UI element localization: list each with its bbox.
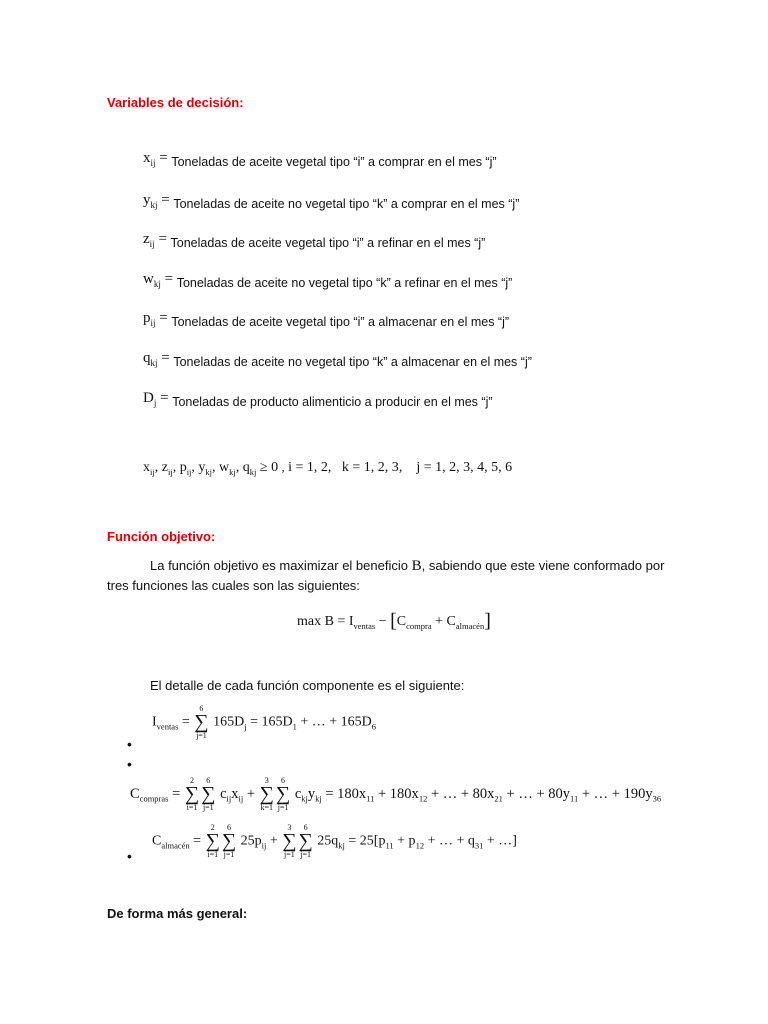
variable-description: Toneladas de aceite vegetal tipo “i” a almacenar en el mes “j” [171, 315, 510, 329]
variable-description: Toneladas de aceite no vegetal tipo “k” a comprar en el mes “j” [173, 197, 520, 211]
non-negativity-constraint: $x_{ij}$, $z_{ij}$, $p_{ij}$, $y_{kj}$, $w_{kj}$, $q_{kj} \ge 0$ , i = 1, 2, k = 1, 2, 3, j = 1, 2, 3, 4, 5, 6 [143, 460, 513, 477]
section-heading-general: De forma más general: [107, 906, 248, 921]
variable-description: Toneladas de aceite no vegetal tipo “k” a almacenar en el mes “j” [173, 355, 532, 369]
variable-description: Toneladas de aceite vegetal tipo “i” a refinar en el mes “j” [170, 236, 486, 250]
sum-i: 2 ∑ i=1 [205, 823, 220, 859]
variable-row-x: $x_{ij}$ = Toneladas de aceite vegetal tipo “i” a comprar en el mes “j” [143, 150, 497, 169]
bullet: • [127, 756, 132, 772]
compras-formula: $C_{compras}$ = 2 ∑ i=1 6 ∑ j=1 $c_{ij}x_{ij}$ + 3 ∑ k=1 6 ∑ j=1 $c_{kj}y_{kj} = 180x_{11} + 180x_{12}$ + … + $80x_{21}$ + … + $80y_{11}$ + … + $190y_{36}$ [130, 776, 662, 812]
range-k: k = 1, 2, 3 [341, 460, 399, 475]
bullet: • [127, 736, 132, 752]
variable-row-p: $p_{ij}$ = Toneladas de aceite vegetal tipo “i” a almacenar en el mes “j” [143, 310, 510, 329]
variable-description: Toneladas de aceite vegetal tipo “i” a comprar en el mes “j” [171, 155, 497, 169]
variable-row-D: $D_j$ = Toneladas de producto alimenticio a producir en el mes “j” [143, 390, 493, 409]
sum-j: 6 ∑ j=1 [201, 776, 216, 812]
variable-row-z: $z_{ij}$ = Toneladas de aceite vegetal tipo “i” a refinar en el mes “j” [143, 231, 486, 250]
section-heading-decision-vars: Variables de decisión: [107, 95, 244, 110]
section-heading-objective: Función objetivo: [107, 529, 216, 544]
ventas-formula: $I_{ventas}$ = 6 ∑ j=1 $165D_j = 165D_1$ + … + $165D_6$ [152, 704, 376, 740]
sum-j: 6 ∑ j=1 [275, 776, 291, 812]
detail-sentence: El detalle de cada función componente es el siguiente: [150, 678, 465, 693]
objective-paragraph-line2: tres funciones las cuales son las siguientes: [107, 578, 360, 593]
range-j: j = 1, 2, 3, 4, 5, 6 [416, 460, 513, 475]
bullet: • [127, 848, 132, 864]
sum-j: 6 ∑ j=1 [221, 823, 237, 859]
max-b-formula: $\max B = I_{ventas} - [C_{compra} + C_{almacén}]$ [297, 610, 491, 632]
variable-description: Toneladas de producto alimenticio a producir en el mes “j” [172, 395, 493, 409]
sum-i: 2 ∑ i=1 [184, 776, 200, 812]
variable-row-q: $q_{kj}$ = Toneladas de aceite no vegetal tipo “k” a almacenar en el mes “j” [143, 350, 532, 369]
sum-j: 6 ∑ j=1 [194, 704, 209, 740]
almacen-formula: $C_{almacén}$ = 2 ∑ i=1 6 ∑ j=1 $25p_{ij}$ + 3 ∑ j=1 6 ∑ j=1 $25q_{kj} = 25[p_{11} + p_{12}$ + … + $q_{31}$ + …] [152, 823, 517, 859]
sum-j: 6 ∑ j=1 [298, 823, 313, 859]
sum-j: 3 ∑ j=1 [282, 823, 297, 859]
variable-row-y: $y_{kj}$ = Toneladas de aceite no vegetal tipo “k” a comprar en el mes “j” [143, 192, 520, 211]
variable-row-w: $w_{kj}$ = Toneladas de aceite no vegetal tipo “k” a refinar en el mes “j” [143, 271, 513, 290]
objective-paragraph-line1: La función objetivo es maximizar el beneficio B, sabiendo que este viene conformado por [150, 558, 665, 574]
sum-k: 3 ∑ k=1 [259, 776, 274, 812]
range-i: i = 1, 2 [288, 460, 328, 475]
variable-description: Toneladas de aceite no vegetal tipo “k” a refinar en el mes “j” [176, 276, 513, 290]
